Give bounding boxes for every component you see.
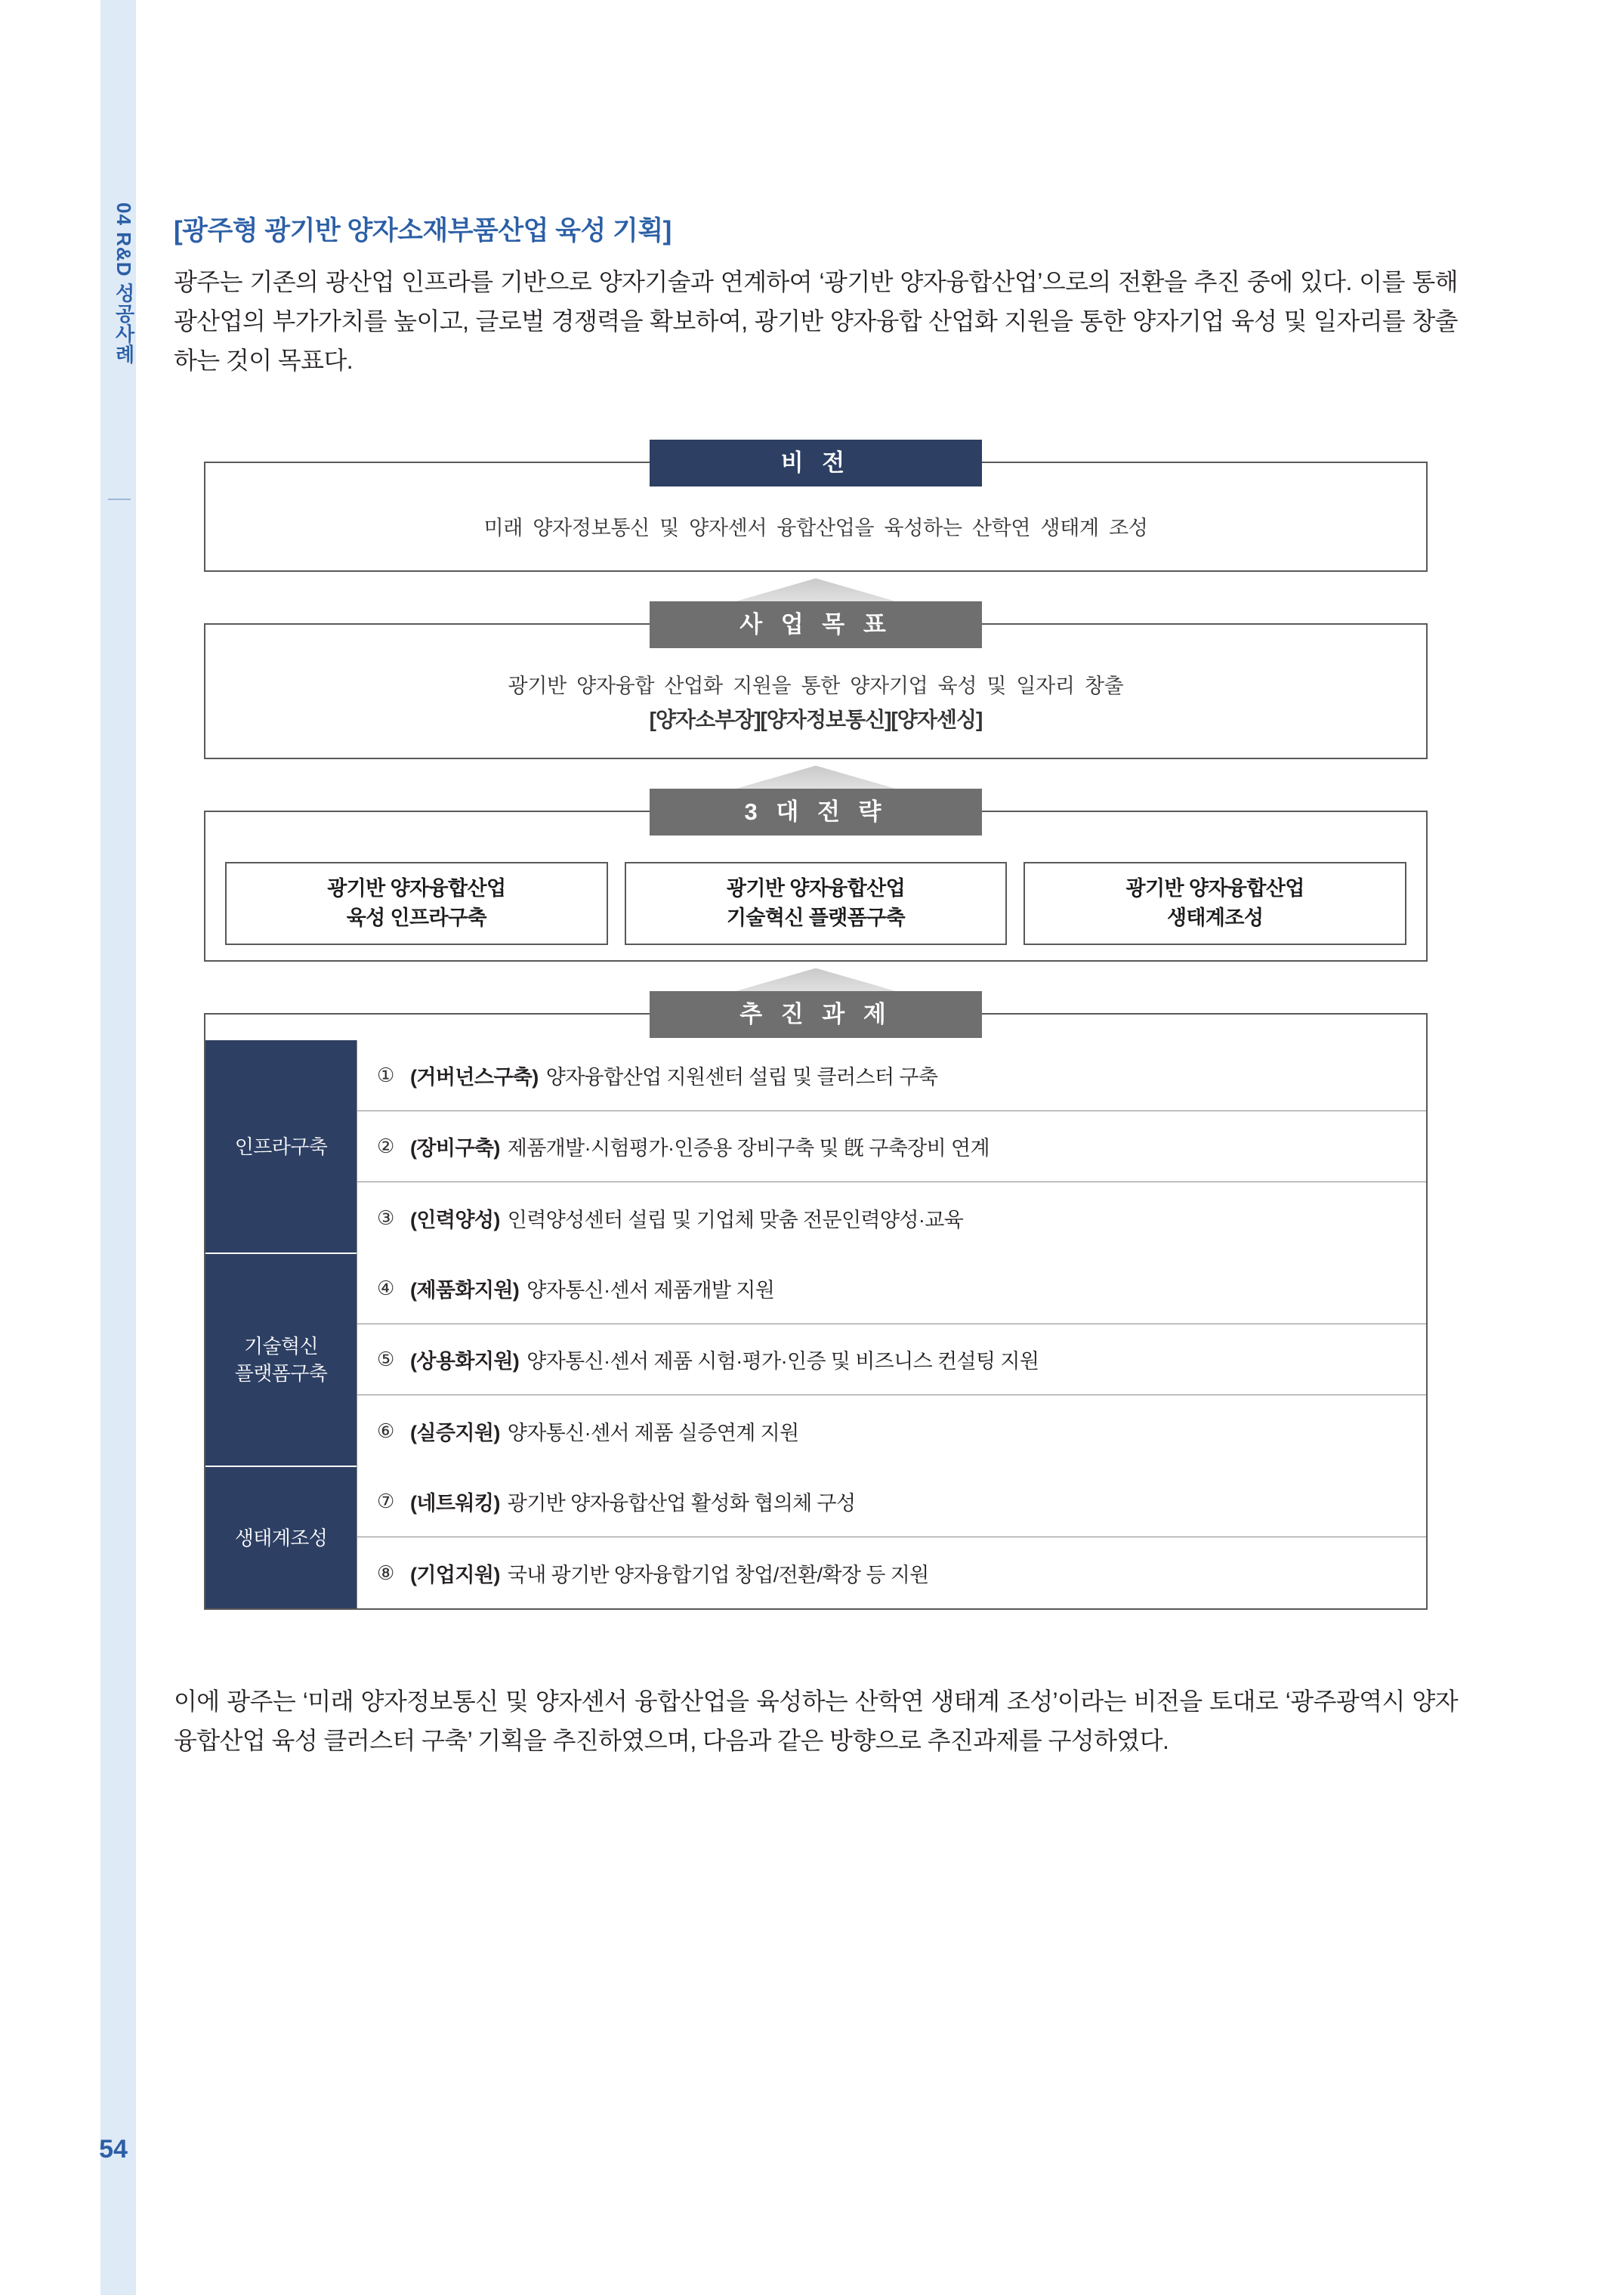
task-category-label: 생태계조성 — [205, 1466, 357, 1608]
task-text: 양자융합산업 지원센터 설립 및 클러스터 구축 — [545, 1066, 938, 1089]
page-number: 54 — [99, 2135, 128, 2164]
sidebar-divider — [108, 499, 131, 500]
task-number: ⑧ — [377, 1561, 394, 1584]
task-text: 양자통신·센서 제품 실증연계 지원 — [507, 1421, 799, 1444]
task-number: ⑦ — [377, 1490, 394, 1513]
task-text: 광기반 양자융합산업 활성화 협의체 구성 — [507, 1492, 856, 1515]
goal-body: 광기반 양자융합 산업화 지원을 통한 양자기업 육성 및 일자리 창출 — [508, 675, 1124, 698]
task-row — [357, 1182, 1426, 1253]
task-row — [357, 1395, 1426, 1466]
task-row — [357, 1040, 1426, 1111]
task-text: 제품개발·시험평가·인증용 장비구축 및 旣 구축장비 연계 — [507, 1137, 990, 1160]
strategy-band — [204, 798, 1428, 962]
strategy-box-label: 광기반 양자융합산업 육성 인프라구축 — [327, 877, 506, 930]
strategy-box — [225, 862, 608, 945]
page-title: [광주형 광기반 양자소재부품산업 육성 기획] — [174, 216, 672, 246]
task-tag: (기업지원) — [410, 1563, 500, 1586]
sidebar-section-label: 04 R&D 성공사례 — [113, 202, 135, 365]
task-tag: (네트워킹) — [410, 1492, 500, 1515]
task-row — [357, 1253, 1426, 1324]
task-text: 국내 광기반 양자융합기업 창업/전환/확장 등 지원 — [507, 1563, 929, 1586]
task-number: ⑤ — [377, 1348, 394, 1371]
task-category-label: 기술혁신 플랫폼구축 — [205, 1253, 357, 1466]
task-number: ① — [377, 1064, 394, 1087]
strategy-box-label: 광기반 양자융합산업 기술혁신 플랫폼구축 — [726, 877, 906, 930]
task-number: ⑥ — [377, 1419, 394, 1442]
task-text: 인력양성센터 설립 및 기업체 맞춤 전문인력양성·교육 — [507, 1208, 964, 1231]
task-number: ② — [377, 1135, 394, 1158]
task-row — [357, 1111, 1426, 1182]
task-tag: (장비구축) — [410, 1137, 500, 1160]
task-tag: (인력양성) — [410, 1208, 500, 1231]
vision-band — [204, 449, 1428, 572]
task-number: ④ — [377, 1277, 394, 1300]
task-tag: (거버넌스구축) — [410, 1066, 539, 1089]
vision-title: 비 전 — [650, 440, 982, 486]
strategy-title: 3 대 전 략 — [650, 789, 982, 836]
task-row — [357, 1537, 1426, 1608]
goal-band — [204, 611, 1428, 759]
task-tag: (상용화지원) — [410, 1350, 520, 1373]
strategy-box-label: 광기반 양자융합산업 생태계조성 — [1125, 877, 1304, 930]
tasks-title: 추 진 과 제 — [650, 991, 982, 1038]
vision-body: 미래 양자정보통신 및 양자센서 융합산업을 육성하는 산학연 생태계 조성 — [483, 517, 1148, 540]
strategy-box — [1023, 862, 1406, 945]
task-group — [205, 1253, 1426, 1466]
task-row — [357, 1466, 1426, 1537]
goal-title: 사 업 목 표 — [650, 601, 982, 648]
task-group — [205, 1040, 1426, 1253]
task-tag: (제품화지원) — [410, 1279, 520, 1302]
intro-paragraph: 광주는 기존의 광산업 인프라를 기반으로 양자기술과 연계하여 ‘광기반 양자융합산업’으로의 전환을 추진 중에 있다. 이를 통해 광산업의 부가가치를 높이고, 글로벌 경쟁력을 확보하여, 광기반 양자융합 산업화 지원을 통한 양자기업 육성 및 일자리를 창출하는 것이 목표다. — [174, 268, 1458, 374]
tasks-band — [204, 1001, 1428, 1610]
content-column — [174, 210, 1458, 1761]
task-tag: (실증지원) — [410, 1421, 500, 1444]
task-category-label: 인프라구축 — [205, 1040, 357, 1253]
task-number: ③ — [377, 1206, 394, 1229]
tasks-table — [205, 1040, 1426, 1608]
task-text: 양자통신·센서 제품 시험·평가·인증 및 비즈니스 컨설팅 지원 — [526, 1350, 1039, 1373]
task-group — [205, 1466, 1426, 1608]
strategy-diagram — [174, 449, 1458, 1610]
goal-subtext: [양자소부장][양자정보통신][양자센싱] — [649, 707, 983, 731]
task-text: 양자통신·센서 제품개발 지원 — [526, 1279, 775, 1302]
task-row — [357, 1324, 1426, 1395]
closing-paragraph: 이에 광주는 ‘미래 양자정보통신 및 양자센서 융합산업을 육성하는 산학연 생태계 조성’이라는 비전을 토대로 ‘광주광역시 양자융합산업 육성 클러스터 구축’ 기획을 추진하였으며, 다음과 같은 방향으로 추진과제를 구성하였다. — [174, 1688, 1458, 1755]
strategy-box — [625, 862, 1008, 945]
